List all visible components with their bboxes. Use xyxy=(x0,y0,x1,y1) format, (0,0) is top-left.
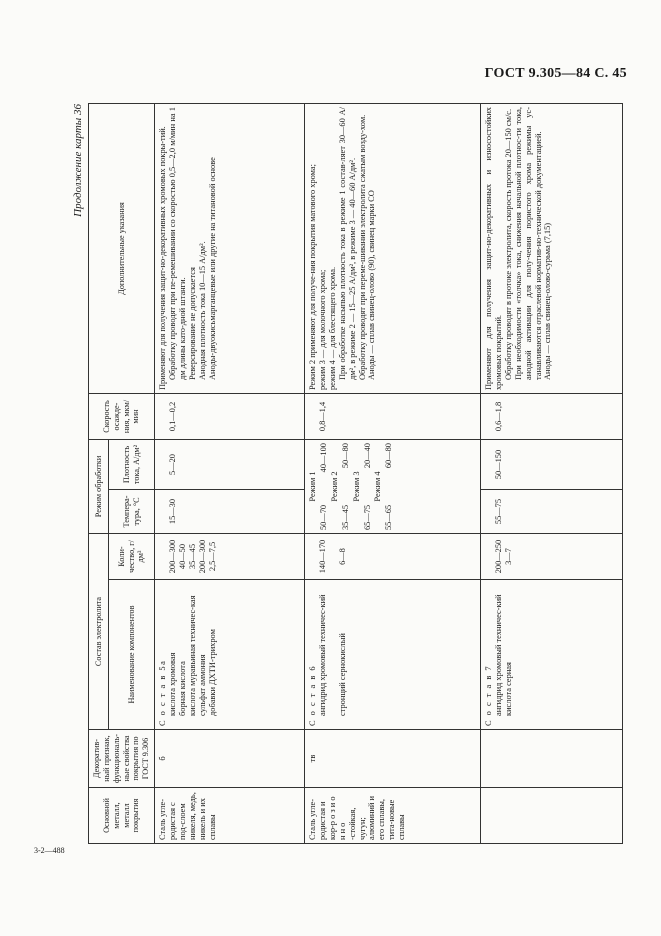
components-cell xyxy=(155,580,305,730)
mode-current-density: 40—100 xyxy=(318,443,328,473)
note-line: Применяют для получения защит-но-декоративных хромовых покры-тий. xyxy=(158,126,167,390)
note-line: Аноды — сплав свинец-олово-сурьма (7,15) xyxy=(543,222,553,380)
quantity-value: 6—8 xyxy=(337,548,347,565)
table-row xyxy=(305,104,481,844)
temperature-cell xyxy=(155,490,305,534)
temperature-value: 55—75 xyxy=(493,498,503,525)
note-line: режим 3 — для молочного хрома; xyxy=(317,269,327,390)
mode-temperature: 65—75 xyxy=(362,504,372,530)
mode-temperature: 35—45 xyxy=(340,504,350,530)
col-designation: Декоратив-ный признак, функциональ-ные свойства покрытия по ГОСТ 9.306 xyxy=(89,730,155,788)
component-item: борная кислота xyxy=(177,661,187,716)
note-line: режим 4 — для блестящего хрома. xyxy=(327,266,337,390)
note-line: Анодная плотность тока 10—15 А/дм². xyxy=(197,241,207,380)
quantity-value: 200—250 xyxy=(493,539,503,574)
temperature-value: 15—30 xyxy=(167,498,177,525)
quantity-value: 140—170 xyxy=(317,539,327,574)
current-density-value: 50—150 xyxy=(493,449,503,480)
quantity-cell xyxy=(481,534,623,580)
speed-value: 0,1—0,2 xyxy=(167,401,177,432)
notes-cell xyxy=(155,104,305,394)
rotated-content xyxy=(72,104,622,844)
metal-cell: Сталь угле-родистая с под-слоем никеля, медь, никель и их сплавы xyxy=(155,788,305,844)
speed-cell xyxy=(481,394,623,440)
metal-cell xyxy=(481,788,623,844)
component-item: ангидрид хромовый техничес-кий xyxy=(493,594,503,716)
mode-current-density: 20—40 xyxy=(362,443,372,469)
components-cell xyxy=(481,580,623,730)
component-item: кислота муравьиная техничес-кая xyxy=(187,595,197,716)
col-temperature: Темпера-тура, °C xyxy=(109,490,155,534)
quantity-value xyxy=(328,537,338,576)
quantity-value: 2,5—7,5 xyxy=(207,541,217,572)
notes-cell xyxy=(305,104,481,394)
component-item: стронций сернокислый xyxy=(337,633,347,716)
components-cell xyxy=(305,580,481,730)
note-line: Обработку проводят при переме-шивании электролита сжатым возду-хом. xyxy=(357,114,367,380)
speed-cell xyxy=(155,394,305,440)
col-components: Наименование компонентов xyxy=(109,580,155,730)
composition-title: С о с т а в 5а xyxy=(158,659,167,726)
speed-value: 0,8—1,4 xyxy=(317,401,327,432)
rotated-table-area xyxy=(72,104,622,844)
component-item: кислота серная xyxy=(503,662,513,716)
col-speed: Скорость осажде-ния, мкм/мин xyxy=(89,394,155,440)
quantity-cell xyxy=(305,534,481,580)
note-line: При обработке насыпью плотность тока в режиме 1 состав-ляет 30—60 А/дм², в режиме 2 — 15—25 А/дм², в режиме 3 — 40—60 А/дм². xyxy=(337,107,357,380)
component-item: ангидрид хромовый техничес-кий xyxy=(317,594,327,716)
note-line: Аноды-двуокисьмарганцевые или другие на титановой основе xyxy=(207,157,217,380)
component-item: кислота хромовая xyxy=(167,652,177,716)
designation-cell: б xyxy=(155,730,305,788)
designation-cell xyxy=(481,730,623,788)
col-electrolyte-group: Состав электролита xyxy=(89,534,109,730)
note-line: Обработку проводят при пе-ремешивании со скоростью 0,5—2,0 м/мин на 1 дм длины като-дной штанги. xyxy=(167,107,187,380)
note-line: Обработку проводят в протоке электролита, скорость протока 20—150 см/с. xyxy=(503,108,513,380)
composition-title: С о с т а в 7 xyxy=(484,664,493,726)
note-line: Аноды — сплав свинец-олово (90), свинец марки СО xyxy=(367,190,377,380)
note-line: Применяют для получения защит-но-декоративных и износостойких хромовых покрытий. xyxy=(484,107,503,390)
component-item: добавки ДХТИ-трихром xyxy=(207,629,217,716)
speed-cell xyxy=(305,394,481,440)
composition-title: С о с т а в 6 xyxy=(308,664,317,726)
note-line: Режим 2 применяют для получе-ния покрытия матового хрома; xyxy=(308,164,317,390)
mode-label: Режим 3 xyxy=(351,471,361,502)
mode-current-density: 50—80 xyxy=(340,443,350,469)
note-line: При необходимости «толчка» тока, снижения начальной плотнос-ти тока, анодной активации для полу-чения пористого хрома режимы ус-танавливаются отраслевой норматив-но-технической документацией. xyxy=(513,107,543,380)
col-mode-group: Режим обработки xyxy=(89,440,109,534)
note-line: Реверсирование не допускается xyxy=(187,267,197,380)
footnote: 3-2—488 xyxy=(34,846,65,855)
quantity-value: 200—300 xyxy=(167,539,177,574)
mode-label: Режим 1 xyxy=(308,471,317,502)
col-metal: Основной металл, металл покрытия xyxy=(89,788,155,844)
quantity-value: 3—7 xyxy=(503,548,513,565)
temperature-cell xyxy=(481,490,623,534)
current-density-cell xyxy=(155,440,305,490)
quantity-value: 200—300 xyxy=(197,539,207,574)
quantity-value: 35—45 xyxy=(187,543,197,570)
current-density-value: 5—20 xyxy=(167,454,177,475)
mode-temperature: 50—70 xyxy=(318,504,328,530)
table-row xyxy=(155,104,305,844)
current-density-cell xyxy=(481,440,623,490)
mode-label: Режим 4 xyxy=(373,471,383,502)
electrolyte-table xyxy=(88,103,623,844)
mode-label: Режим 2 xyxy=(329,471,339,502)
speed-value: 0,6—1,8 xyxy=(493,401,503,432)
col-current-density: Плотность тока, А/дм² xyxy=(109,440,155,490)
metal-cell: Сталь угле-родистая и кор-р о з и о н н о -стойкая, чугун; алюминий и его сплавы, тита-новые сплавы xyxy=(305,788,481,844)
designation-cell: тв xyxy=(305,730,481,788)
component-item xyxy=(328,583,338,716)
mode-temperature: 55—65 xyxy=(384,504,394,530)
col-notes: Дополнительные указания xyxy=(89,104,155,394)
col-quantity: Коли-чество, г/дм³ xyxy=(109,534,155,580)
page-title: ГОСТ 9.305—84 С. 45 xyxy=(484,66,627,81)
continuation-label: Продолжение карты 36 xyxy=(72,104,84,217)
notes-cell xyxy=(481,104,623,394)
table-row xyxy=(481,104,623,844)
component-item: сульфат аммония xyxy=(197,654,207,716)
quantity-value: 40—50 xyxy=(177,543,187,570)
mode-current-density: 60—80 xyxy=(384,443,394,469)
quantity-cell xyxy=(155,534,305,580)
mode-cell xyxy=(305,440,481,534)
